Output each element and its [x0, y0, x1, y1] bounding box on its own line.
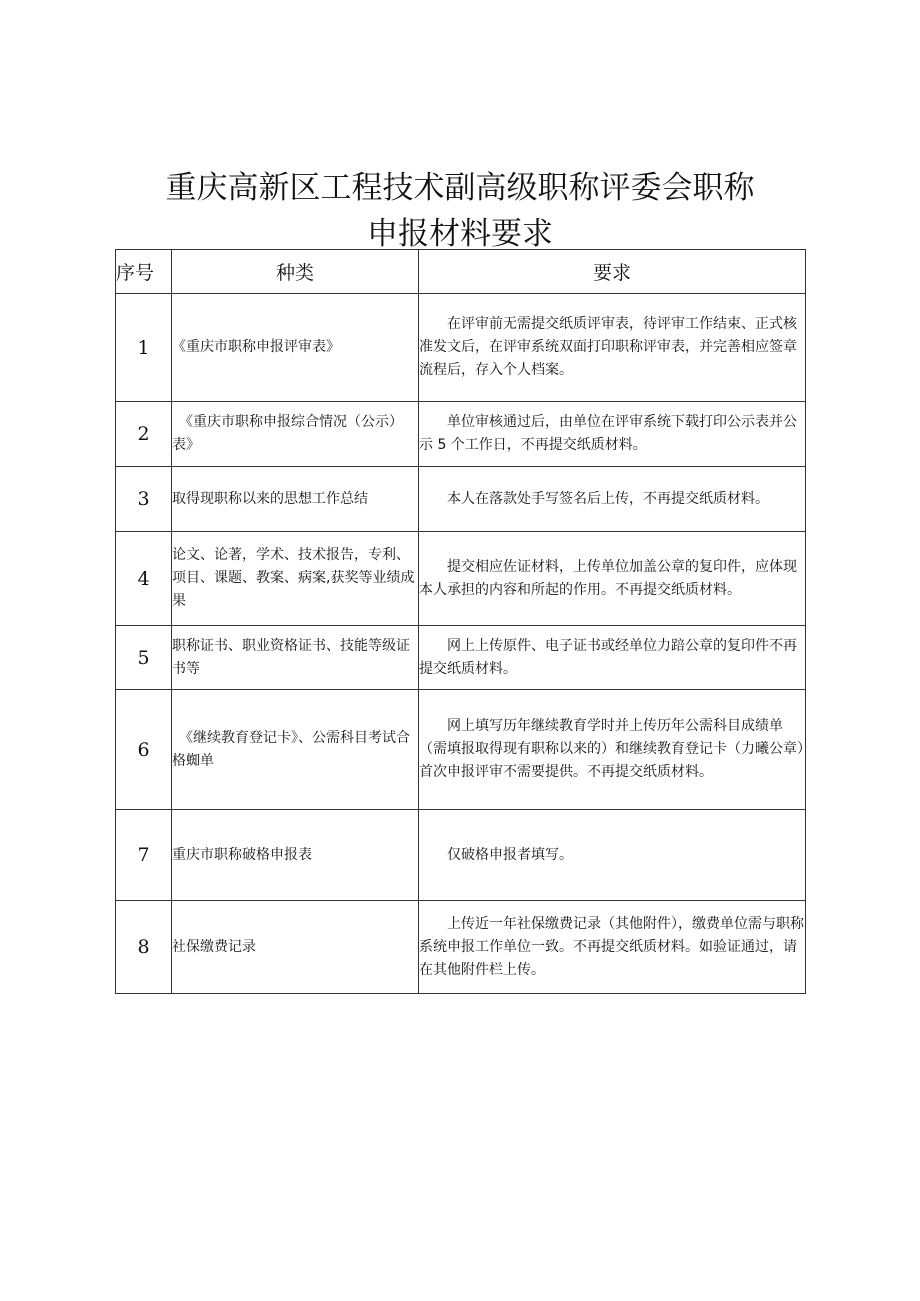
- row-number: 4: [116, 532, 172, 626]
- row-category: 《重庆市职称申报综合情况（公示）表》: [172, 402, 419, 467]
- row-number: 5: [116, 626, 172, 690]
- document-title-line-1: 重庆高新区工程技术副高级职称评委会职称: [165, 170, 755, 206]
- table-row: [116, 467, 806, 532]
- row-requirement: 仅破格申报者填写。: [419, 810, 806, 901]
- row-category: 社保缴费记录: [172, 901, 419, 994]
- row-number: 7: [116, 810, 172, 901]
- requirements-table: [115, 249, 806, 994]
- row-requirement: 网上填写历年继续教育学时并上传历年公需科目成绩单（需填报取得现有职称以来的）和继续教育登记卡（力曦公章）首次申报评审不需要提供。不再提交纸质材料。: [419, 690, 806, 810]
- row-category: 重庆市职称破格申报表: [172, 810, 419, 901]
- header-category: 种类: [172, 250, 419, 294]
- row-category: 职称证书、职业资格证书、技能等级证书等: [172, 626, 419, 690]
- row-requirement: 网上上传原件、电子证书或经单位力踣公章的复印件不再提交纸质材料。: [419, 626, 806, 690]
- table-row: [116, 690, 806, 810]
- table-row: [116, 294, 806, 402]
- row-requirement: 上传近一年社保缴费记录（其他附件），缴费单位需与职称系统申报工作单位一致。不再提交纸质材料。如验证通过，请在其他附件栏上传。: [419, 901, 806, 994]
- table-row: [116, 402, 806, 467]
- row-requirement: 提交相应佐证材料，上传单位加盖公章的复印件，应体现本人承担的内容和所起的作用。不再提交纸质材料。: [419, 532, 806, 626]
- row-number: 1: [116, 294, 172, 402]
- table-row: [116, 532, 806, 626]
- table-row: [116, 901, 806, 994]
- table-header-row: [116, 250, 806, 294]
- row-number: 6: [116, 690, 172, 810]
- row-number: 8: [116, 901, 172, 994]
- row-category: 取得现职称以来的思想工作总结: [172, 467, 419, 532]
- row-number: 3: [116, 467, 172, 532]
- header-requirement: 要求: [419, 250, 806, 294]
- document-title-line-2: 申报材料要求: [367, 216, 553, 252]
- row-category: 《重庆市职称申报评审表》: [172, 294, 419, 402]
- header-serial-number: 序号: [116, 250, 172, 294]
- row-requirement: 本人在落款处手写签名后上传，不再提交纸质材料。: [419, 467, 806, 532]
- row-category: 论文、论著，学术、技术报告，专利、项目、课题、教案、病案,获奖等业绩成果: [172, 532, 419, 626]
- table-row: [116, 810, 806, 901]
- row-category: 《继续教育登记卡》、公需科目考试合格蜘单: [172, 690, 419, 810]
- table-row: [116, 626, 806, 690]
- row-requirement: 在评审前无需提交纸质评审表，待评审工作结束、正式核准发文后，在评审系统双面打印职称评审表，并完善相应签章流程后，存入个人档案。: [419, 294, 806, 402]
- row-number: 2: [116, 402, 172, 467]
- row-requirement: 单位审核通过后，由单位在评审系统下载打印公示表并公示 5 个工作日，不再提交纸质材料。: [419, 402, 806, 467]
